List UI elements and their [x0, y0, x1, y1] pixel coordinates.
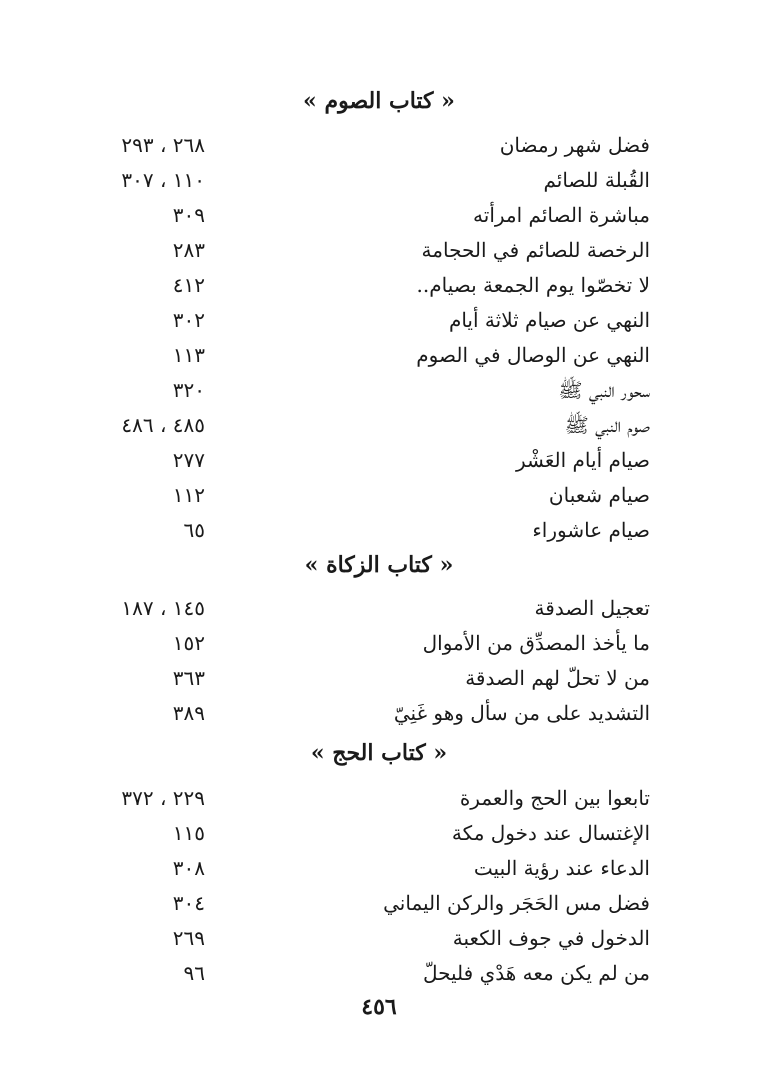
- entry-topic: القُبلة للصائم: [543, 168, 650, 192]
- index-entry: [0, 337, 758, 373]
- entry-pages: ١١٠ ، ٣٠٧: [121, 168, 205, 192]
- index-entry: [0, 442, 758, 478]
- entry-topic: الرخصة للصائم في الحجامة: [421, 238, 650, 262]
- entry-pages: ٣٠٨: [172, 856, 205, 880]
- section-title-fasting: « كتاب الصوم »: [303, 88, 455, 114]
- index-entry: [0, 815, 758, 851]
- index-entry: [0, 695, 758, 731]
- index-entry: [0, 407, 758, 443]
- entry-pages: ٣٠٤: [172, 891, 205, 915]
- entry-pages: ٣٢٠: [172, 378, 205, 402]
- entry-topic: لا تخصّوا يوم الجمعة بصيام..: [416, 273, 650, 297]
- entry-topic: ما يأخذ المصدِّق من الأموال: [422, 631, 650, 655]
- entry-topic: الإغتسال عند دخول مكة: [451, 821, 650, 845]
- entry-pages: ٢٦٩: [172, 926, 205, 950]
- index-entry: [0, 267, 758, 303]
- index-entry: [0, 372, 758, 408]
- entry-pages: ٤١٢: [172, 273, 205, 297]
- entry-topic: الدخول في جوف الكعبة: [452, 926, 650, 950]
- index-entry: [0, 477, 758, 513]
- entry-pages: ١١٥: [172, 821, 205, 845]
- entry-pages: ٢٢٩ ، ٣٧٢: [121, 786, 205, 810]
- entry-topic: سحور النبي ﷺ: [558, 378, 650, 402]
- entry-pages: ٢٦٨ ، ٢٩٣: [121, 133, 205, 157]
- index-entry: [0, 885, 758, 921]
- index-entry: [0, 850, 758, 886]
- entry-topic: تابعوا بين الحج والعمرة: [459, 786, 650, 810]
- index-entry: [0, 127, 758, 163]
- entry-topic: فضل شهر رمضان: [499, 133, 650, 157]
- section-title-hajj: « كتاب الحج »: [310, 740, 448, 766]
- entry-pages: ٣٠٢: [172, 308, 205, 332]
- index-entry: [0, 660, 758, 696]
- page-number: ٤٥٦: [361, 994, 397, 1020]
- entry-topic: النهي عن الوصال في الصوم: [416, 343, 650, 367]
- entry-pages: ٢٨٣: [172, 238, 205, 262]
- entry-topic: من لا تحلّ لهم الصدقة: [465, 666, 650, 690]
- entry-pages: ٤٨٥ ، ٤٨٦: [121, 413, 205, 437]
- entry-topic: صيام عاشوراء: [532, 518, 650, 542]
- entry-pages: ١١٢: [172, 483, 205, 507]
- entry-pages: ٦٥: [183, 518, 205, 542]
- entry-pages: ٢٧٧: [172, 448, 205, 472]
- entry-topic: فضل مس الحَجَر والركن اليماني: [383, 891, 650, 915]
- index-entry: [0, 780, 758, 816]
- index-entry: [0, 512, 758, 548]
- entry-pages: ١٥٢: [172, 631, 205, 655]
- entry-topic: النهي عن صيام ثلاثة أيام: [448, 308, 650, 332]
- entry-pages: ٩٦: [183, 961, 205, 985]
- entry-pages: ١٤٥ ، ١٨٧: [121, 596, 205, 620]
- index-entry: [0, 590, 758, 626]
- section-title-zakat: « كتاب الزكاة »: [304, 552, 454, 578]
- index-entry: [0, 955, 758, 991]
- entry-topic: من لم يكن معه هَدْي فليحلّ: [422, 961, 650, 985]
- entry-pages: ٣٠٩: [172, 203, 205, 227]
- entry-topic: تعجيل الصدقة: [534, 596, 650, 620]
- index-entry: [0, 302, 758, 338]
- entry-topic: التشديد على من سأل وهو غَنِيّ: [393, 701, 650, 725]
- index-entry: [0, 625, 758, 661]
- entry-pages: ٣٨٩: [172, 701, 205, 725]
- index-entry: [0, 162, 758, 198]
- entry-topic: صيام أيام العَشْر: [516, 448, 650, 472]
- entry-pages: ١١٣: [172, 343, 205, 367]
- entry-topic: الدعاء عند رؤية البيت: [473, 856, 650, 880]
- index-entry: [0, 232, 758, 268]
- entry-topic: صيام شعبان: [548, 483, 650, 507]
- entry-topic: مباشرة الصائم امرأته: [473, 203, 650, 227]
- entry-topic: صوم النبي ﷺ: [564, 413, 650, 437]
- entry-pages: ٣٦٣: [172, 666, 205, 690]
- index-entry: [0, 197, 758, 233]
- index-entry: [0, 920, 758, 956]
